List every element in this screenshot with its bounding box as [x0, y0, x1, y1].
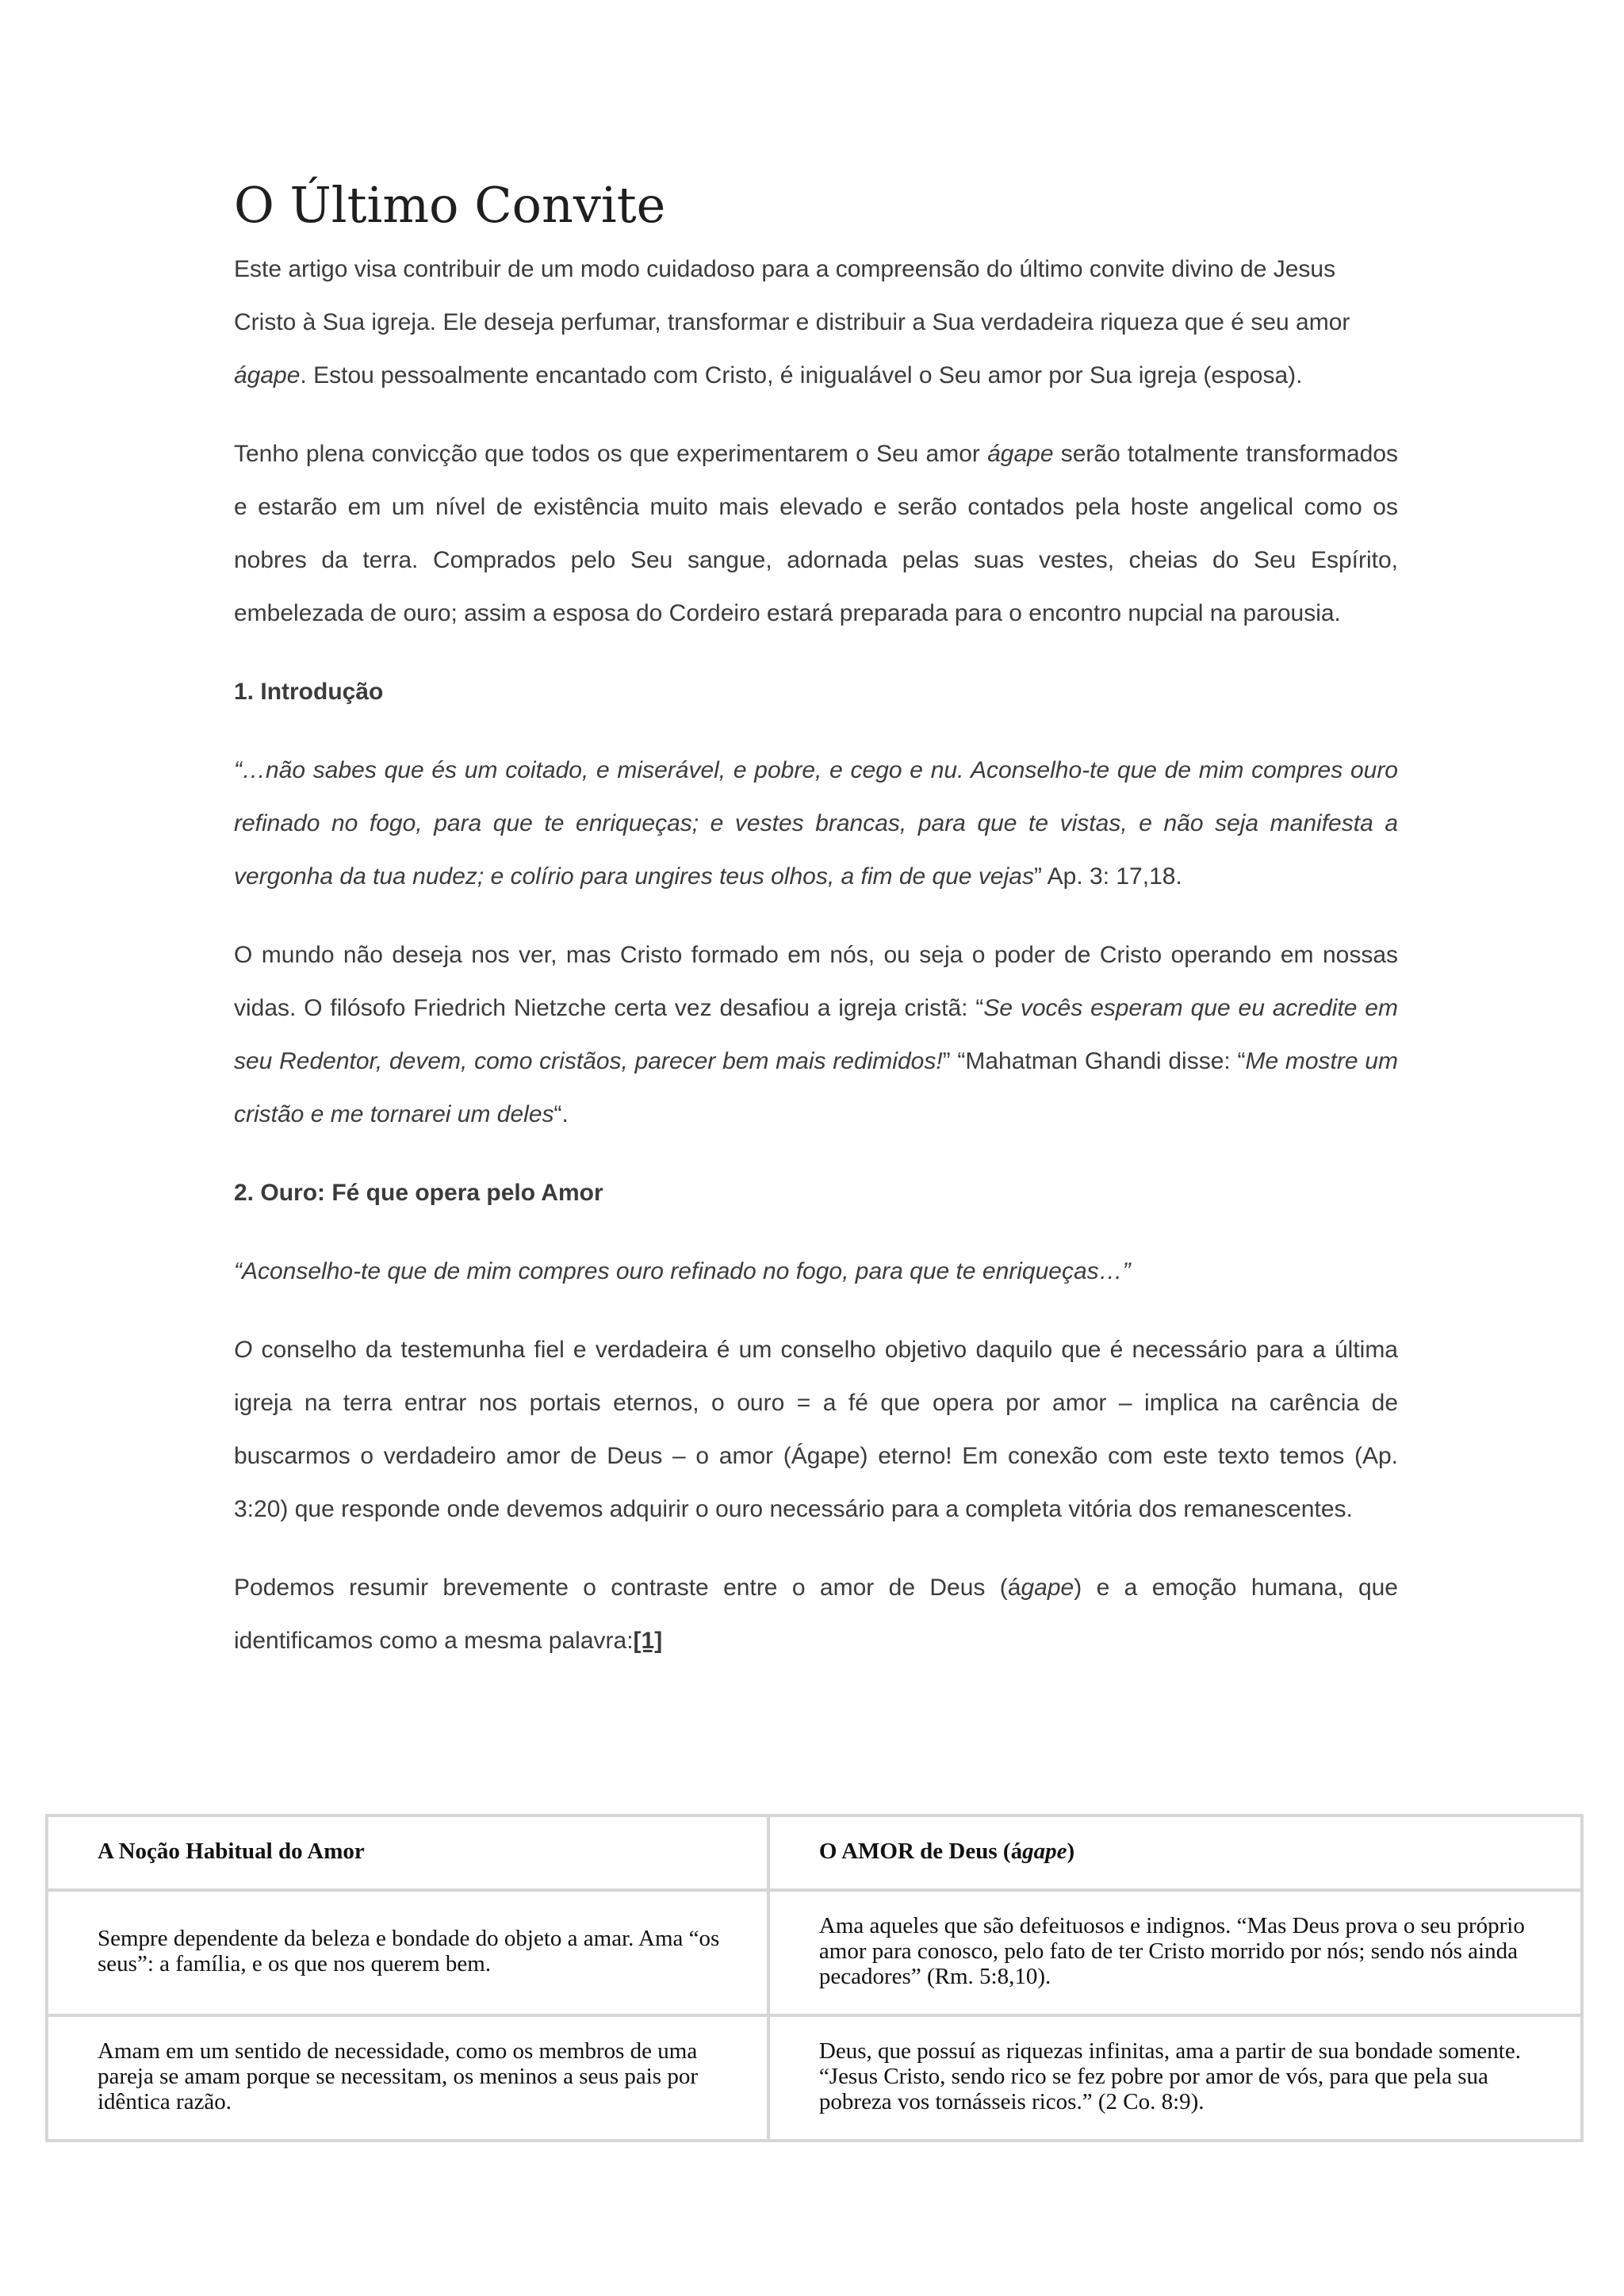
text-span: . Estou pessoalmente encantado com Cristo, é inigualável o Seu amor por Sua igreja (esposa).: [300, 362, 1303, 389]
section-heading-introducao: 1. Introdução: [234, 679, 384, 706]
article-body: [234, 176, 1398, 1693]
text-span: ” “Mahatman Ghandi disse: “: [942, 1048, 1246, 1075]
table-header-right: [768, 1816, 1582, 1890]
text-span: ) e a emoção humana, que identificamos como a mesma palavra:: [234, 1575, 1398, 1655]
emphasis: ágape: [234, 362, 301, 389]
table-cell: Deus, que possuí as riquezas infinitas, ama a partir de sua bondade somente. “Jesus Cristo, sendo rico se fez pobre por amor de vós, para que pela sua pobreza vos tornásseis ricos.” (2 Co. 8:9).: [768, 2015, 1582, 2141]
text-span: O mundo não deseja nos ver, mas Cristo formado em nós, ou seja o poder de Cristo operando em nossas vidas. O filósofo Friedrich Nietzche certa vez desafiou a igreja cristã: “: [234, 942, 1398, 1022]
text-span: “.: [553, 1101, 569, 1128]
emphasis: gape: [1022, 1839, 1067, 1865]
footnote-link[interactable]: [1]: [633, 1628, 663, 1655]
table-row: [47, 2015, 1582, 2141]
text-span: Este artigo visa contribuir de um modo cuidadoso para a compreensão do último convite divino de Jesus Cristo à Sua igreja. Ele deseja perfumar, transformar e distribuir a Sua verdadeira riqueza que é seu amor: [234, 256, 1350, 336]
emphasis: gape: [1021, 1575, 1074, 1601]
comparison-table: [45, 1814, 1584, 2142]
section1-paragraph: [234, 928, 1398, 1141]
emphasis: O: [234, 1337, 253, 1364]
section2-paragraph-2: [234, 1561, 1398, 1667]
scripture-quote: [234, 744, 1398, 903]
table-row: [47, 1890, 1582, 2015]
quote-text: “…não sabes que és um coitado, e miserável, e pobre, e cego e nu. Aconselho-te que de mim compres ouro refinado no fogo, para que te enriqueças; e vestes brancas, para que te vistas, e não seja manifesta a vergonha da tua nudez; e colírio para ungires teus olhos, a fim de que vejas: [234, 757, 1398, 890]
text-span: serão totalmente transformados e estarão em um nível de existência muito mais elevado e serão contados pela hoste angelical como os nobres da terra. Comprados pelo Seu sangue, adornada pelas suas vestes, cheias do Seu Espírito, embelezada de ouro; assim a esposa do Cordeiro estará preparada para o encontro nupcial na parousia.: [234, 441, 1399, 627]
text-span: ): [1067, 1839, 1075, 1865]
page-title: O Último Convite: [234, 176, 666, 234]
emphasis: ágape: [987, 441, 1054, 468]
intro-paragraph-2: [234, 427, 1398, 640]
section-heading-ouro: 2. Ouro: Fé que opera pelo Amor: [234, 1180, 603, 1207]
table-header-row: [47, 1816, 1582, 1890]
table-cell: Sempre dependente da beleza e bondade do objeto a amar. Ama “os seus”: a família, e os que nos querem bem.: [47, 1890, 768, 2015]
emphasis: Me mostre um cristão e me tornarei um deles: [234, 1048, 1398, 1128]
text-span: O AMOR de Deus (á: [818, 1839, 1023, 1865]
text-span: Tenho plena convicção que todos os que experimentarem o Seu amor: [234, 441, 988, 468]
emphasis: Se vocês esperam que eu acredite em seu Redentor, devem, como cristãos, parecer bem mais redimidos!: [234, 995, 1398, 1075]
intro-paragraph-1: [234, 243, 1398, 402]
table-header-left: A Noção Habitual do Amor: [47, 1816, 768, 1890]
text-span: Podemos resumir brevemente o contraste entre o amor de Deus (á: [234, 1575, 1021, 1601]
table-cell: Ama aqueles que são defeituosos e indignos. “Mas Deus prova o seu próprio amor para conosco, pelo fato de ter Cristo morrido por nós; sendo nós ainda pecadores” (Rm. 5:8,10).: [768, 1890, 1582, 2015]
table-cell: Amam em um sentido de necessidade, como os membros de uma pareja se amam porque se necessitam, os meninos a seus pais por idêntica razão.: [47, 2015, 768, 2141]
text-span: conselho da testemunha fiel e verdadeira é um conselho objetivo daquilo que é necessário para a última igreja na terra entrar nos portais eternos, o ouro = a fé que opera por amor – implica na carência de buscarmos o verdadeiro amor de Deus – o amor (Ágape) eterno! Em conexão com este texto temos (Ap. 3:20) que responde onde devemos adquirir o ouro necessário para a completa vitória dos remanescentes.: [234, 1337, 1398, 1523]
quote-reference: ” Ap. 3: 17,18.: [1033, 863, 1182, 890]
section2-paragraph-1: [234, 1323, 1398, 1536]
section2-quote: “Aconselho-te que de mim compres ouro refinado no fogo, para que te enriqueças…”: [234, 1258, 1131, 1285]
